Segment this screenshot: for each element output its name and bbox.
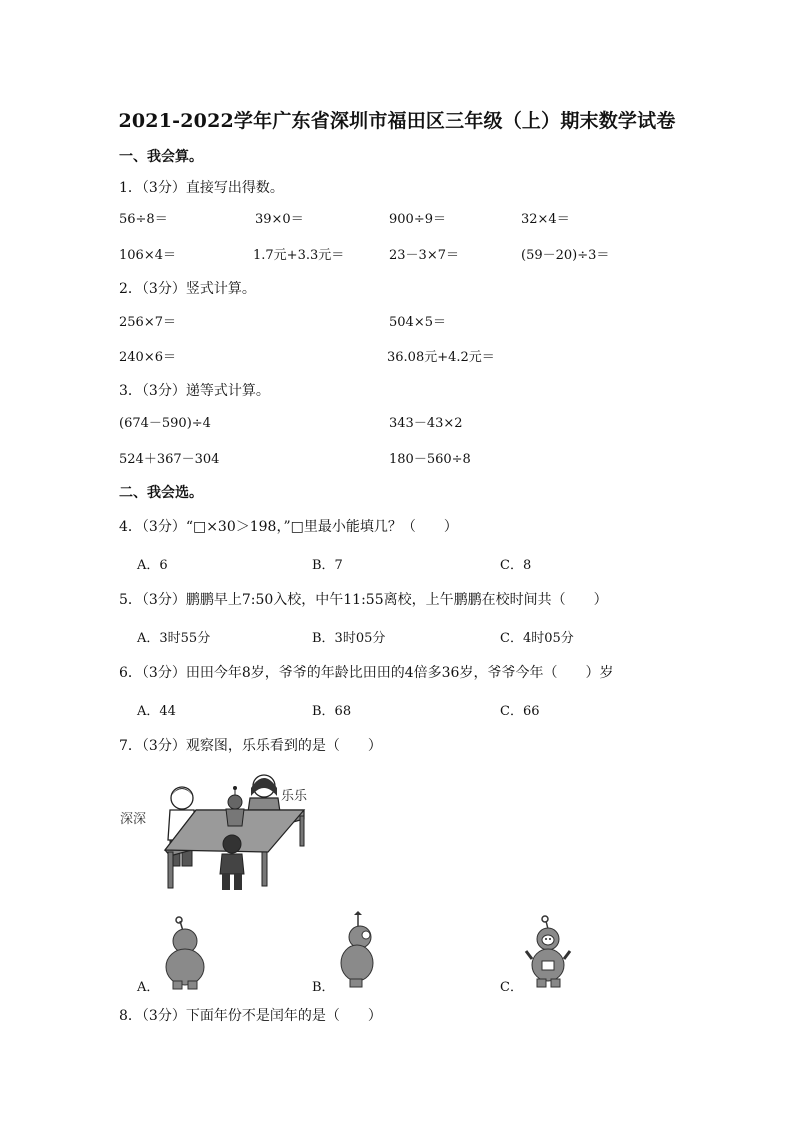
option-a-figure[interactable] — [160, 913, 210, 991]
option-c[interactable]: C．8 — [500, 558, 532, 573]
question-4-title: 4．（3分）“□×30＞198，”□里最小能填几？（ ） — [119, 519, 458, 535]
label-shenshen: 深深 — [120, 812, 147, 827]
question-1-row-2 — [119, 244, 679, 264]
option-b[interactable]: B．7 — [312, 558, 343, 573]
expr-cell: 504×5＝ — [389, 315, 446, 330]
question-3-title: 3．（3分）递等式计算。 — [119, 383, 270, 399]
question-1-title: 1．（3分）直接写出得数。 — [119, 180, 284, 196]
expr-cell: 343－43×2 — [389, 416, 463, 431]
question-6-title: 6．（3分）田田今年8岁，爷爷的年龄比田田的4倍多36岁，爷爷今年（ ）岁 — [119, 665, 614, 681]
question-8-title: 8．（3分）下面年份不是闰年的是（ ） — [119, 1008, 382, 1024]
question-1-row-1 — [119, 208, 679, 228]
question-2-row-1 — [119, 311, 679, 331]
expr-cell: 240×6＝ — [119, 350, 176, 365]
expr-cell: 39×0＝ — [255, 212, 304, 227]
question-7-title: 7．（3分）观察图，乐乐看到的是（ ） — [119, 738, 382, 754]
page-title: 2021-2022学年广东省深圳市福田区三年级（上）期末数学试卷 — [118, 110, 676, 132]
expr-cell: 900÷9＝ — [389, 212, 446, 227]
expr-cell: 180－560÷8 — [389, 452, 471, 467]
expr-cell: (674－590)÷4 — [119, 416, 211, 431]
question-3-row-2 — [119, 448, 679, 468]
option-a[interactable]: A．3时55分 — [137, 631, 211, 646]
section-heading-choice: 二、我会选。 — [119, 485, 203, 501]
option-c[interactable]: C．66 — [500, 704, 540, 719]
expr-cell: 1.7元+3.3元＝ — [253, 248, 345, 263]
option-c-label[interactable]: C． — [500, 980, 523, 995]
expr-cell: 524＋367－304 — [119, 452, 220, 467]
question-6-options — [137, 700, 677, 720]
option-b[interactable]: B．68 — [312, 704, 352, 719]
option-b-label[interactable]: B． — [312, 980, 335, 995]
section-heading-calc: 一、我会算。 — [119, 149, 203, 165]
expr-cell: 256×7＝ — [119, 315, 176, 330]
question-4-options — [137, 554, 677, 574]
option-a[interactable]: A．6 — [137, 558, 168, 573]
expr-cell: 32×4＝ — [521, 212, 570, 227]
expr-cell: 23－3×7＝ — [389, 248, 459, 263]
expr-cell: (59－20)÷3＝ — [521, 248, 610, 263]
expr-cell: 106×4＝ — [119, 248, 176, 263]
expr-cell: 36.08元+4.2元＝ — [387, 350, 495, 365]
option-a-label[interactable]: A． — [137, 980, 160, 995]
option-c-figure[interactable] — [524, 913, 572, 989]
question-2-row-2 — [119, 346, 679, 366]
option-a[interactable]: A．44 — [137, 704, 176, 719]
scene-figure — [118, 766, 318, 894]
question-3-row-1 — [119, 412, 679, 432]
label-lele: 乐乐 — [281, 789, 308, 804]
question-5-title: 5．（3分）鹏鹏早上7:50入校，中午11:55离校，上午鹏鹏在校时间共（ ） — [119, 592, 608, 608]
expr-cell: 56÷8＝ — [119, 212, 168, 227]
question-2-title: 2．（3分）竖式计算。 — [119, 281, 256, 297]
option-b-figure[interactable] — [336, 911, 380, 989]
option-c[interactable]: C．4时05分 — [500, 631, 574, 646]
option-b[interactable]: B．3时05分 — [312, 631, 386, 646]
question-5-options — [137, 627, 677, 647]
